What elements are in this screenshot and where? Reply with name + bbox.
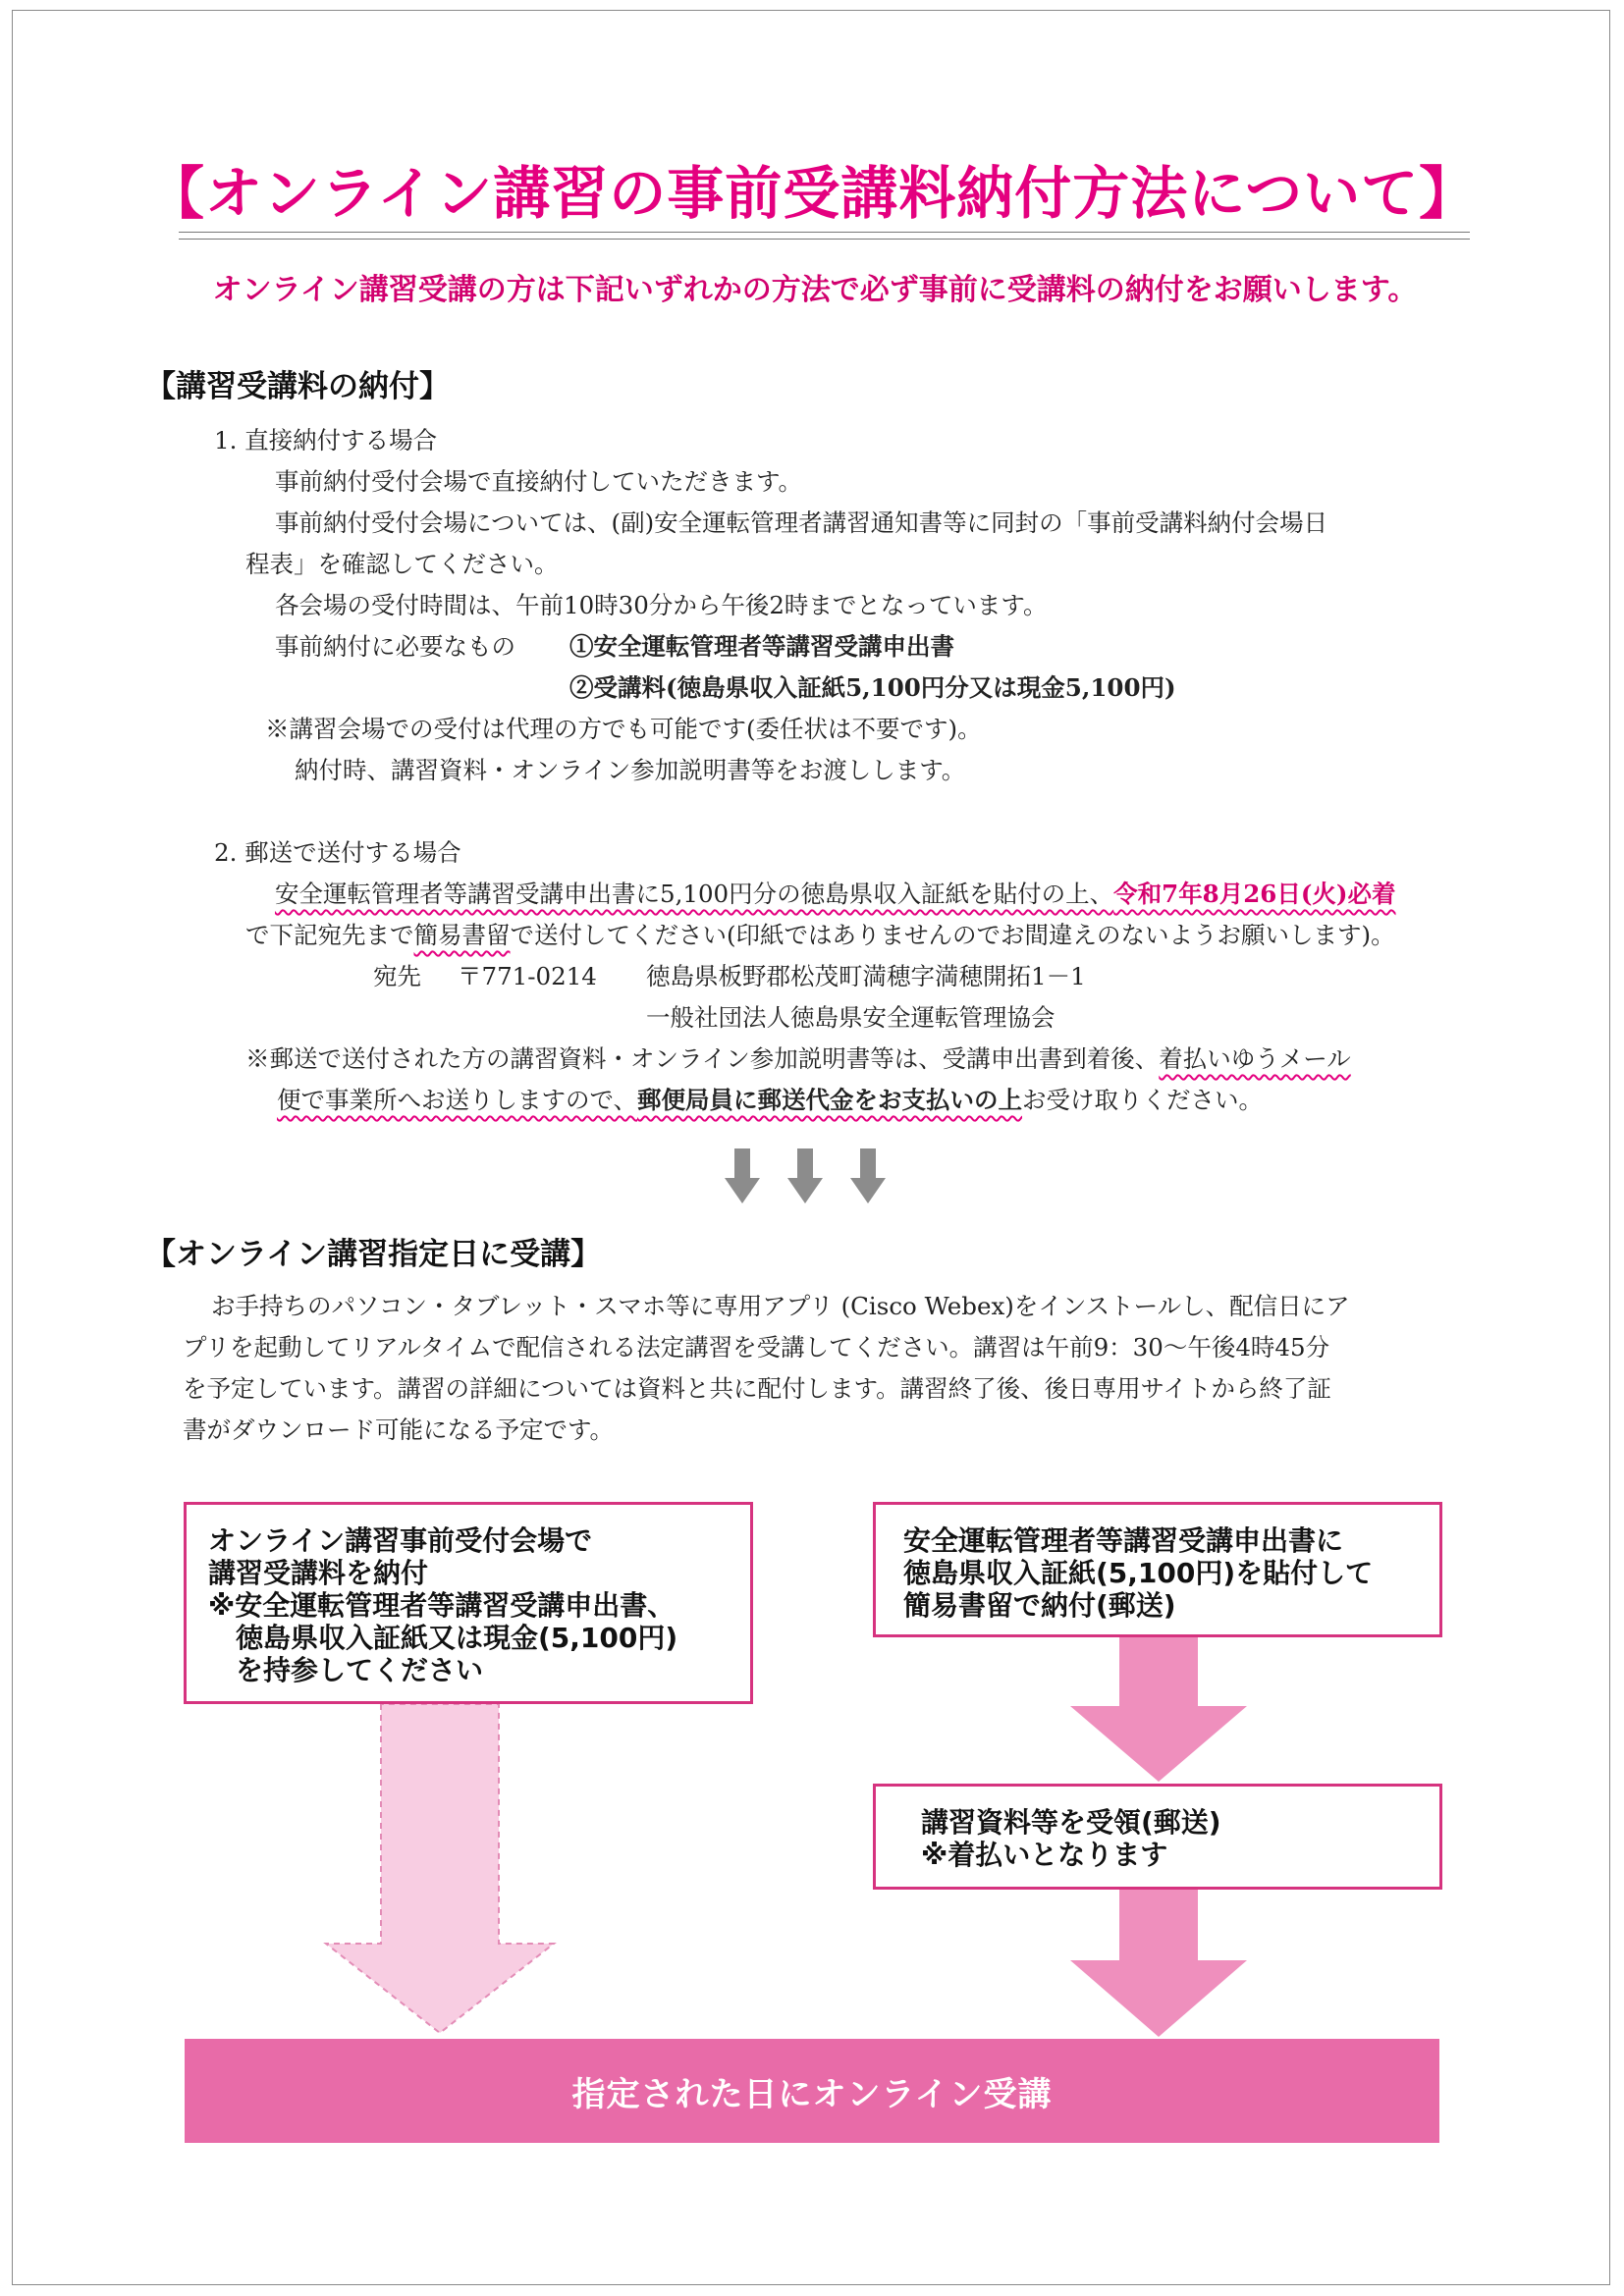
flow-right-box1: 安全運転管理者等講習受講申出書に 徳島県収入証紙(5,100円)を貼付して 簡易書留で納付(郵送) <box>873 1502 1442 1637</box>
section2-line3: を予定しています。講習の詳細については資料と共に配付します。講習終了後、後日専用サイトから終了証 <box>183 1374 1331 1403</box>
item2-note-line2 <box>277 1082 1263 1116</box>
item2-note-e: お受け取りください。 <box>1022 1086 1264 1114</box>
flow-left-box: オンライン講習事前受付会場で 講習受講料を納付 ※安全運転管理者等講習受講申出書、 徳島県収入証紙又は現金(5,100円) を持参してください <box>184 1502 753 1704</box>
page-title: 【オンライン講習の事前受講料納付方法について】 <box>147 160 1478 227</box>
flow-right-box2: 講習資料等を受領(郵送) ※着払いとなります <box>873 1784 1442 1890</box>
item2-note-c: 便で事業所へお送りしますので、 <box>277 1086 638 1114</box>
page-border <box>12 10 1610 2285</box>
item1-note1: ※講習会場での受付は代理の方でも可能です(委任状は不要です)。 <box>265 715 982 743</box>
item2-note-pay: 郵便局員に郵送代金をお支払いの上 <box>637 1086 1023 1114</box>
section2-heading: 【オンライン講習指定日に受講】 <box>145 1237 602 1272</box>
flow-right-arrow2-icon <box>1060 1890 1257 2039</box>
title-rule-bottom <box>179 239 1470 240</box>
item1-need2: ②受講料(徳島県収入証紙5,100円分又は現金5,100円) <box>569 673 1176 702</box>
item1-heading: 1. 直接納付する場合 <box>214 426 438 454</box>
item2-line1 <box>275 876 1396 910</box>
item2-line2-c: で送付してください(印紙ではありませんのでお間違えのないようお願いします)。 <box>510 921 1395 949</box>
item1-line4: 各会場の受付時間は、午前10時30分から午後2時までとなっています。 <box>275 591 1048 619</box>
item2-line1-text: 安全運転管理者等講習受講申出書に5,100円分の徳島県収入証紙を貼付の上、 <box>275 880 1114 908</box>
item1-line3: 程表」を確認してください。 <box>245 550 559 578</box>
section2-line2: プリを起動してリアルタイムで配信される法定講習を受講してください。講習は午前9：30～午後4時45分 <box>183 1333 1330 1362</box>
address-org: 一般社団法人徳島県安全運転管理協会 <box>646 1003 1056 1032</box>
item1-note2: 納付時、講習資料・オンライン参加説明書等をお渡しします。 <box>295 756 966 784</box>
down-arrow-icon <box>787 1148 823 1203</box>
flow-left-arrow-icon <box>322 1704 558 2036</box>
item1-line1: 事前納付受付会場で直接納付していただきます。 <box>275 467 803 496</box>
down-arrows-icon <box>725 1148 892 1207</box>
section2-line1: お手持ちのパソコン・タブレット・スマホ等に専用アプリ (Cisco Webex)をインストールし、配信日にア <box>211 1292 1350 1320</box>
item2-heading: 2. 郵送で送付する場合 <box>214 838 461 867</box>
item1-needs-label: 事前納付に必要なもの <box>275 632 515 661</box>
item2-registered-mail: 簡易書留 <box>413 921 511 949</box>
lead-text: オンライン講習受講の方は下記いずれかの方法で必ず事前に受講料の納付をお願いします。 <box>212 273 1418 307</box>
address-zip: 〒771-0214 <box>458 962 597 990</box>
item1-line2: 事前納付受付会場については、(副)安全運転管理者講習通知書等に同封の「事前受講料納付会場日 <box>275 508 1328 537</box>
item2-line2 <box>245 917 1395 951</box>
flow-right-arrow1-icon <box>1060 1637 1257 1784</box>
item2-note-line1 <box>245 1041 1351 1075</box>
item2-line2-a: で下記宛先まで <box>245 921 414 949</box>
title-rule-top <box>179 232 1470 233</box>
item2-cod-mail: 着払いゆうメール <box>1159 1044 1351 1073</box>
down-arrow-icon <box>725 1148 760 1203</box>
flow-bottom-bar: 指定された日にオンライン受講 <box>185 2039 1439 2143</box>
section2-line4: 書がダウンロード可能になる予定です。 <box>183 1415 615 1444</box>
address-line: 徳島県板野郡松茂町満穂字満穂開拓1－1 <box>646 962 1086 990</box>
section1-heading: 【講習受講料の納付】 <box>145 369 450 404</box>
address-label: 宛先 <box>373 962 421 990</box>
item2-deadline: 令和7年8月26日(火)必着 <box>1113 880 1396 908</box>
item2-note-a: ※郵送で送付された方の講習資料・オンライン参加説明書等は、受講申出書到着後、 <box>245 1044 1160 1073</box>
down-arrow-icon <box>850 1148 886 1203</box>
item1-need1: ①安全運転管理者等講習受講申出書 <box>569 632 954 661</box>
